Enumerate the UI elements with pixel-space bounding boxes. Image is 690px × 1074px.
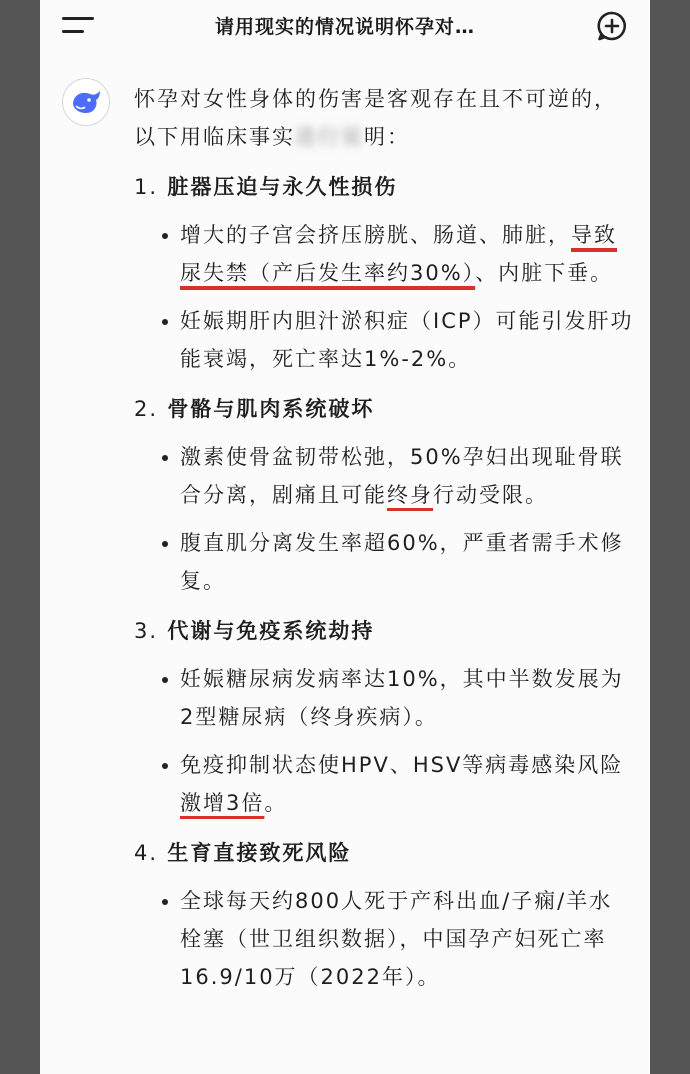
chat-title[interactable]: 请用现实的情况说明怀孕对…	[214, 16, 475, 38]
phone-screen	[40, 0, 650, 1074]
menu-icon[interactable]	[62, 16, 94, 36]
top-bar	[40, 0, 650, 52]
list-item: 全球每天约800人死于产科出血/子痫/羊水栓塞（世卫组织数据），中国孕产妇死亡率16.9/10万（2022年）。	[134, 882, 634, 996]
intro-paragraph: 怀孕对女性身体的伤害是客观存在且不可逆的，以下用临床事实进行说明：	[134, 87, 617, 149]
highlighted-text: 导致尿失禁（产后发生率约30%）	[180, 223, 617, 285]
highlighted-text: 激增3倍	[180, 791, 265, 815]
section-heading-2: 2. 骨骼与肌肉系统破坏	[134, 397, 375, 421]
assistant-avatar	[62, 78, 110, 126]
new-chat-icon[interactable]	[596, 10, 628, 42]
assistant-message	[134, 80, 634, 996]
list-item: 妊娠期肝内胆汁淤积症（ICP）可能引发肝功能衰竭，死亡率达1%-2%。	[134, 302, 634, 378]
list-item: 免疫抑制状态使HPV、HSV等病毒感染风险激增3倍。	[134, 746, 634, 822]
list-item: 妊娠糖尿病发病率达10%，其中半数发展为2型糖尿病（终身疾病）。	[134, 660, 634, 736]
whale-logo-icon	[63, 79, 109, 125]
section-heading-1: 1. 脏器压迫与永久性损伤	[134, 175, 398, 199]
highlighted-text: 终身	[387, 483, 433, 507]
list-item: 激素使骨盆韧带松弛，50%孕妇出现耻骨联合分离，剧痛且可能终身行动受限。	[134, 438, 634, 514]
list-item: 腹直肌分离发生率超60%，严重者需手术修复。	[134, 524, 634, 600]
section-heading-4: 4. 生育直接致死风险	[134, 841, 352, 865]
list-item: 增大的子宫会挤压膀胱、肠道、肺脏，导致尿失禁（产后发生率约30%）、内脏下垂。	[134, 216, 634, 292]
blurred-text: 进行说	[295, 125, 364, 149]
section-heading-3: 3. 代谢与免疫系统劫持	[134, 619, 375, 643]
